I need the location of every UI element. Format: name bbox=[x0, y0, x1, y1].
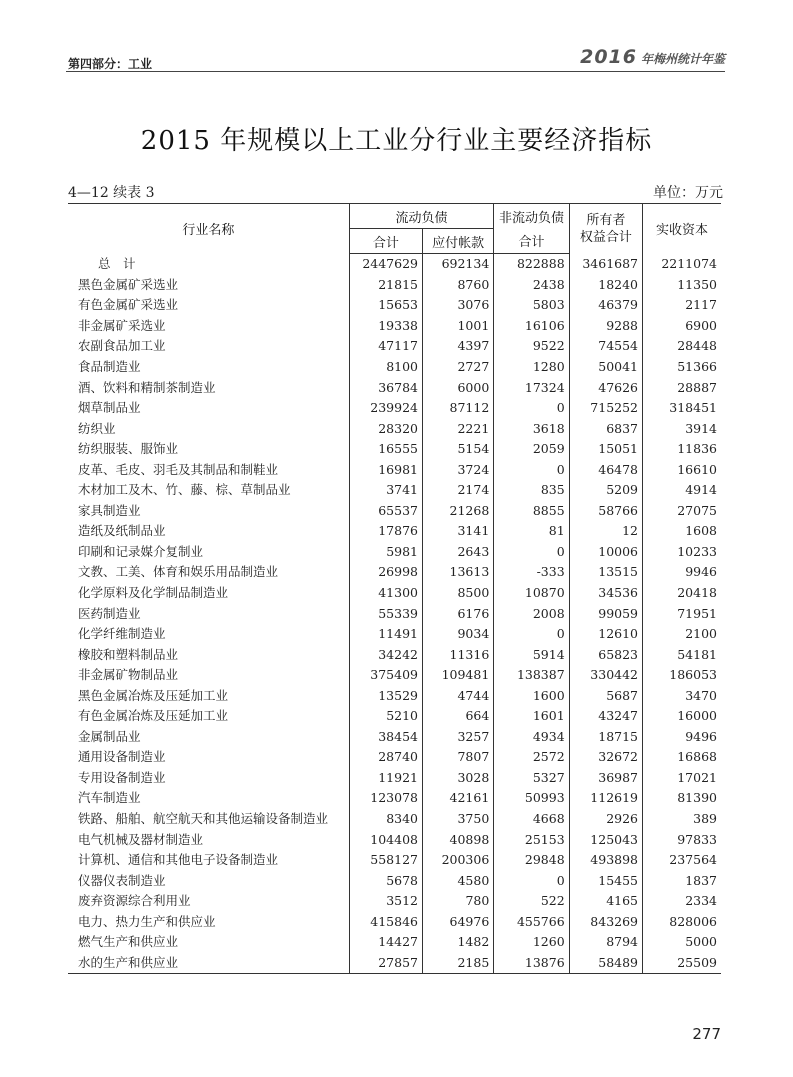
cell-accounts-payable: 8500 bbox=[423, 583, 494, 604]
cell-accounts-payable: 4744 bbox=[423, 685, 494, 706]
cell-noncurrent-total: 138387 bbox=[494, 665, 569, 686]
cell-accounts-payable: 2221 bbox=[423, 418, 494, 439]
cell-paid-in-capital: 4914 bbox=[685, 482, 717, 498]
cell-noncurrent-total: 455766 bbox=[494, 912, 569, 933]
cell-accounts-payable: 1482 bbox=[423, 932, 494, 953]
industry-name: 总 计 bbox=[68, 254, 349, 275]
cell-noncurrent-total: 10870 bbox=[494, 583, 569, 604]
table-row bbox=[68, 316, 721, 337]
table-row bbox=[68, 501, 721, 522]
cell-owners-equity: 18715 bbox=[569, 727, 642, 748]
col-header-current-total: 合计 bbox=[349, 229, 422, 254]
industry-name: 仪器仪表制造业 bbox=[68, 870, 349, 891]
header-divider bbox=[66, 71, 725, 72]
cell-owners-equity: 46478 bbox=[569, 459, 642, 480]
cell-noncurrent-total: 81 bbox=[494, 521, 569, 542]
cell-accounts-payable: 2643 bbox=[423, 542, 494, 563]
table-row bbox=[68, 480, 721, 501]
industry-name: 有色金属矿采选业 bbox=[68, 295, 349, 316]
cell-paid-in-capital: 2117 bbox=[685, 297, 717, 313]
industry-name: 农副食品加工业 bbox=[68, 336, 349, 357]
cell-current-total: 5210 bbox=[349, 706, 422, 727]
table-row bbox=[68, 912, 721, 933]
industry-name: 非金属矿物制品业 bbox=[68, 665, 349, 686]
cell-paid-in-capital: 1837 bbox=[685, 872, 717, 888]
cell-noncurrent-total: 0 bbox=[494, 870, 569, 891]
cell-current-total: 16555 bbox=[349, 439, 422, 460]
cell-owners-equity: 112619 bbox=[569, 788, 642, 809]
cell-current-total: 34242 bbox=[349, 644, 422, 665]
cell-owners-equity: 330442 bbox=[569, 665, 642, 686]
table-row bbox=[68, 706, 721, 727]
industry-name: 电气机械及器材制造业 bbox=[68, 829, 349, 850]
cell-owners-equity: 43247 bbox=[569, 706, 642, 727]
cell-paid-in-capital: 9496 bbox=[685, 728, 717, 744]
col-header-noncurrent-liabilities: 非流动负债 bbox=[494, 204, 569, 229]
industry-name: 通用设备制造业 bbox=[68, 747, 349, 768]
table-row bbox=[68, 562, 721, 583]
industry-name: 酒、饮料和精制茶制造业 bbox=[68, 377, 349, 398]
industry-name: 有色金属冶炼及压延加工业 bbox=[68, 706, 349, 727]
cell-owners-equity: 74554 bbox=[569, 336, 642, 357]
table-row bbox=[68, 336, 721, 357]
cell-paid-in-capital: 25509 bbox=[643, 953, 721, 974]
page-number: 277 bbox=[692, 1025, 721, 1043]
cell-noncurrent-total: 4934 bbox=[494, 727, 569, 748]
cell-current-total: 13529 bbox=[349, 685, 422, 706]
cell-noncurrent-total: 17324 bbox=[494, 377, 569, 398]
table-row bbox=[68, 542, 721, 563]
cell-owners-equity: 3461687 bbox=[569, 254, 642, 275]
col-header-current-liabilities: 流动负债 bbox=[349, 204, 494, 229]
industry-name: 燃气生产和供应业 bbox=[68, 932, 349, 953]
cell-accounts-payable: 692134 bbox=[423, 254, 494, 275]
industry-name: 医药制造业 bbox=[68, 603, 349, 624]
col-header-owners-equity-line1: 所有者 bbox=[586, 212, 626, 228]
cell-owners-equity: 8794 bbox=[569, 932, 642, 953]
table-row bbox=[68, 727, 721, 748]
cell-accounts-payable: 13613 bbox=[423, 562, 494, 583]
cell-noncurrent-total: 5327 bbox=[494, 768, 569, 789]
industry-name: 家具制造业 bbox=[68, 501, 349, 522]
cell-accounts-payable: 11316 bbox=[423, 644, 494, 665]
table-row-total bbox=[68, 254, 721, 275]
cell-paid-in-capital: 51366 bbox=[677, 359, 717, 374]
cell-noncurrent-total: 4668 bbox=[494, 809, 569, 830]
cell-noncurrent-total: 835 bbox=[494, 480, 569, 501]
cell-owners-equity: 2926 bbox=[569, 809, 642, 830]
cell-accounts-payable: 1001 bbox=[423, 316, 494, 337]
table-row bbox=[68, 953, 721, 974]
table-row bbox=[68, 603, 721, 624]
cell-accounts-payable: 3724 bbox=[423, 459, 494, 480]
yearbook-title bbox=[580, 46, 725, 68]
table-row bbox=[68, 624, 721, 645]
cell-paid-in-capital: 237564 bbox=[669, 852, 717, 868]
table-row bbox=[68, 439, 721, 460]
cell-accounts-payable: 5154 bbox=[423, 439, 494, 460]
cell-noncurrent-total: 1600 bbox=[494, 685, 569, 706]
cell-owners-equity: 12 bbox=[569, 521, 642, 542]
cell-owners-equity: 715252 bbox=[569, 398, 642, 419]
cell-accounts-payable: 87112 bbox=[423, 398, 494, 419]
cell-owners-equity: 34536 bbox=[569, 583, 642, 604]
cell-owners-equity: 6837 bbox=[569, 418, 642, 439]
cell-current-total: 41300 bbox=[349, 583, 422, 604]
cell-accounts-payable: 6000 bbox=[423, 377, 494, 398]
cell-noncurrent-total: 822888 bbox=[494, 254, 569, 275]
cell-paid-in-capital: 3470 bbox=[685, 687, 717, 703]
cell-noncurrent-total: 0 bbox=[494, 398, 569, 419]
industry-name: 金属制品业 bbox=[68, 727, 349, 748]
cell-accounts-payable: 780 bbox=[423, 891, 494, 912]
table-row bbox=[68, 583, 721, 604]
cell-owners-equity: 5209 bbox=[569, 480, 642, 501]
cell-current-total: 14427 bbox=[349, 932, 422, 953]
industry-name: 计算机、通信和其他电子设备制造业 bbox=[68, 850, 349, 871]
cell-current-total: 5981 bbox=[349, 542, 422, 563]
industry-name: 橡胶和塑料制品业 bbox=[68, 644, 349, 665]
cell-owners-equity: 10006 bbox=[569, 542, 642, 563]
cell-paid-in-capital: 81390 bbox=[677, 790, 717, 806]
table-body bbox=[68, 254, 721, 974]
cell-accounts-payable: 40898 bbox=[423, 829, 494, 850]
yearbook-name: 年梅州统计年鉴 bbox=[640, 52, 725, 66]
col-header-owners-equity bbox=[569, 204, 642, 254]
cell-current-total: 2447629 bbox=[349, 254, 422, 275]
cell-owners-equity: 4165 bbox=[569, 891, 642, 912]
table-row bbox=[68, 665, 721, 686]
cell-paid-in-capital: 16610 bbox=[677, 461, 717, 477]
table-number: 4—12 续表 3 bbox=[68, 185, 155, 201]
cell-owners-equity: 18240 bbox=[569, 275, 642, 296]
cell-owners-equity: 99059 bbox=[569, 603, 642, 624]
industry-name: 废弃资源综合利用业 bbox=[68, 891, 349, 912]
cell-current-total: 65537 bbox=[349, 501, 422, 522]
cell-paid-in-capital: 16868 bbox=[677, 749, 717, 765]
cell-owners-equity: 15051 bbox=[569, 439, 642, 460]
cell-accounts-payable: 9034 bbox=[423, 624, 494, 645]
table-row bbox=[68, 891, 721, 912]
cell-noncurrent-total: 5914 bbox=[494, 644, 569, 665]
cell-accounts-payable: 200306 bbox=[423, 850, 494, 871]
cell-current-total: 8340 bbox=[349, 809, 422, 830]
cell-owners-equity: 47626 bbox=[569, 377, 642, 398]
cell-current-total: 3512 bbox=[349, 891, 422, 912]
table-row bbox=[68, 829, 721, 850]
cell-owners-equity: 125043 bbox=[569, 829, 642, 850]
industry-name: 电力、热力生产和供应业 bbox=[68, 912, 349, 933]
cell-noncurrent-total: 1601 bbox=[494, 706, 569, 727]
cell-accounts-payable: 2185 bbox=[423, 953, 494, 974]
cell-owners-equity: 843269 bbox=[569, 912, 642, 933]
industry-name: 化学纤维制造业 bbox=[68, 624, 349, 645]
cell-paid-in-capital: 9946 bbox=[685, 564, 717, 580]
cell-noncurrent-total: 2008 bbox=[494, 603, 569, 624]
cell-current-total: 123078 bbox=[349, 788, 422, 809]
indicator-table bbox=[68, 203, 721, 974]
cell-paid-in-capital: 1608 bbox=[685, 523, 717, 539]
cell-current-total: 3741 bbox=[349, 480, 422, 501]
cell-paid-in-capital: 5000 bbox=[685, 934, 717, 950]
cell-accounts-payable: 3076 bbox=[423, 295, 494, 316]
table-row bbox=[68, 644, 721, 665]
cell-noncurrent-total: 25153 bbox=[494, 829, 569, 850]
cell-paid-in-capital: 318451 bbox=[669, 400, 717, 416]
cell-owners-equity: 36987 bbox=[569, 768, 642, 789]
cell-accounts-payable: 4580 bbox=[423, 870, 494, 891]
cell-paid-in-capital: 71951 bbox=[677, 605, 717, 621]
cell-paid-in-capital: 6900 bbox=[685, 317, 717, 333]
table-row bbox=[68, 809, 721, 830]
cell-paid-in-capital: 28448 bbox=[677, 338, 717, 354]
table-row bbox=[68, 459, 721, 480]
cell-paid-in-capital: 54181 bbox=[677, 646, 717, 662]
table-row bbox=[68, 685, 721, 706]
table-row bbox=[68, 295, 721, 316]
table-row bbox=[68, 870, 721, 891]
cell-accounts-payable: 64976 bbox=[423, 912, 494, 933]
table-row bbox=[68, 768, 721, 789]
cell-paid-in-capital: 10233 bbox=[677, 543, 717, 559]
industry-name: 纺织服装、服饰业 bbox=[68, 439, 349, 460]
industry-name: 文教、工美、体育和娱乐用品制造业 bbox=[68, 562, 349, 583]
cell-accounts-payable: 21268 bbox=[423, 501, 494, 522]
cell-paid-in-capital: 16000 bbox=[677, 708, 717, 724]
cell-current-total: 415846 bbox=[349, 912, 422, 933]
cell-current-total: 15653 bbox=[349, 295, 422, 316]
cell-accounts-payable: 8760 bbox=[423, 275, 494, 296]
cell-paid-in-capital: 97833 bbox=[677, 831, 717, 847]
industry-name: 黑色金属冶炼及压延加工业 bbox=[68, 685, 349, 706]
cell-paid-in-capital: 3914 bbox=[685, 420, 717, 436]
industry-name: 黑色金属矿采选业 bbox=[68, 275, 349, 296]
cell-noncurrent-total: 29848 bbox=[494, 850, 569, 871]
industry-name: 铁路、船舶、航空航天和其他运输设备制造业 bbox=[68, 809, 349, 830]
cell-current-total: 11491 bbox=[349, 624, 422, 645]
cell-accounts-payable: 4397 bbox=[423, 336, 494, 357]
cell-noncurrent-total: 1280 bbox=[494, 357, 569, 378]
cell-owners-equity: 15455 bbox=[569, 870, 642, 891]
cell-paid-in-capital: 389 bbox=[693, 811, 717, 827]
cell-accounts-payable: 3257 bbox=[423, 727, 494, 748]
cell-accounts-payable: 7807 bbox=[423, 747, 494, 768]
col-header-noncurrent-total: 合计 bbox=[494, 229, 569, 254]
cell-owners-equity: 46379 bbox=[569, 295, 642, 316]
cell-paid-in-capital: 27075 bbox=[677, 502, 717, 518]
cell-noncurrent-total: 2059 bbox=[494, 439, 569, 460]
table-row bbox=[68, 747, 721, 768]
cell-paid-in-capital: 2211074 bbox=[661, 256, 717, 272]
cell-accounts-payable: 109481 bbox=[423, 665, 494, 686]
cell-owners-equity: 9288 bbox=[569, 316, 642, 337]
cell-current-total: 26998 bbox=[349, 562, 422, 583]
cell-noncurrent-total: 5803 bbox=[494, 295, 569, 316]
cell-current-total: 38454 bbox=[349, 727, 422, 748]
industry-name: 非金属矿采选业 bbox=[68, 316, 349, 337]
cell-paid-in-capital: 20418 bbox=[677, 585, 717, 601]
table-row bbox=[68, 418, 721, 439]
table-row bbox=[68, 357, 721, 378]
cell-accounts-payable: 2174 bbox=[423, 480, 494, 501]
unit-label: 单位：万元 bbox=[653, 185, 723, 201]
table-row bbox=[68, 850, 721, 871]
cell-owners-equity: 5687 bbox=[569, 685, 642, 706]
col-header-accounts-payable: 应付帐款 bbox=[423, 229, 494, 254]
cell-owners-equity: 50041 bbox=[569, 357, 642, 378]
table-row bbox=[68, 275, 721, 296]
cell-noncurrent-total: -333 bbox=[494, 562, 569, 583]
cell-owners-equity: 58766 bbox=[569, 501, 642, 522]
cell-owners-equity: 65823 bbox=[569, 644, 642, 665]
cell-paid-in-capital: 17021 bbox=[677, 769, 717, 785]
cell-current-total: 19338 bbox=[349, 316, 422, 337]
yearbook-year: 2016 bbox=[580, 46, 637, 68]
cell-current-total: 239924 bbox=[349, 398, 422, 419]
cell-current-total: 21815 bbox=[349, 275, 422, 296]
cell-noncurrent-total: 50993 bbox=[494, 788, 569, 809]
cell-current-total: 558127 bbox=[349, 850, 422, 871]
col-header-industry: 行业名称 bbox=[68, 204, 349, 254]
cell-accounts-payable: 3028 bbox=[423, 768, 494, 789]
industry-name: 印刷和记录媒介复制业 bbox=[68, 542, 349, 563]
section-label: 第四部分：工业 bbox=[68, 57, 153, 71]
cell-current-total: 55339 bbox=[349, 603, 422, 624]
industry-name: 木材加工及木、竹、藤、棕、草制品业 bbox=[68, 480, 349, 501]
cell-paid-in-capital: 2100 bbox=[685, 626, 717, 642]
cell-owners-equity: 493898 bbox=[569, 850, 642, 871]
cell-accounts-payable: 6176 bbox=[423, 603, 494, 624]
cell-owners-equity: 32672 bbox=[569, 747, 642, 768]
cell-current-total: 5678 bbox=[349, 870, 422, 891]
cell-current-total: 36784 bbox=[349, 377, 422, 398]
industry-name: 化学原料及化学制品制造业 bbox=[68, 583, 349, 604]
cell-noncurrent-total: 0 bbox=[494, 459, 569, 480]
industry-name: 造纸及纸制品业 bbox=[68, 521, 349, 542]
cell-current-total: 28320 bbox=[349, 418, 422, 439]
cell-accounts-payable: 3750 bbox=[423, 809, 494, 830]
page-title: 2015 年规模以上工业分行业主要经济指标 bbox=[140, 126, 653, 156]
industry-name: 水的生产和供应业 bbox=[68, 953, 349, 974]
table-row bbox=[68, 788, 721, 809]
cell-noncurrent-total: 0 bbox=[494, 624, 569, 645]
cell-accounts-payable: 42161 bbox=[423, 788, 494, 809]
col-header-paid-in-capital: 实收资本 bbox=[656, 223, 709, 239]
cell-current-total: 375409 bbox=[349, 665, 422, 686]
cell-accounts-payable: 664 bbox=[423, 706, 494, 727]
cell-noncurrent-total: 1260 bbox=[494, 932, 569, 953]
cell-paid-in-capital: 186053 bbox=[669, 667, 717, 683]
industry-name: 食品制造业 bbox=[68, 357, 349, 378]
industry-name: 烟草制品业 bbox=[68, 398, 349, 419]
col-header-owners-equity-line2: 权益合计 bbox=[579, 229, 632, 245]
cell-current-total: 17876 bbox=[349, 521, 422, 542]
cell-current-total: 47117 bbox=[349, 336, 422, 357]
cell-current-total: 11921 bbox=[349, 768, 422, 789]
industry-name: 皮革、毛皮、羽毛及其制品和制鞋业 bbox=[68, 459, 349, 480]
cell-noncurrent-total: 9522 bbox=[494, 336, 569, 357]
industry-name: 专用设备制造业 bbox=[68, 768, 349, 789]
cell-noncurrent-total: 2438 bbox=[494, 275, 569, 296]
cell-paid-in-capital: 28887 bbox=[677, 379, 717, 395]
cell-paid-in-capital: 11836 bbox=[677, 441, 717, 457]
table-row bbox=[68, 521, 721, 542]
industry-name: 汽车制造业 bbox=[68, 788, 349, 809]
cell-noncurrent-total: 3618 bbox=[494, 418, 569, 439]
cell-current-total: 27857 bbox=[349, 953, 422, 974]
cell-accounts-payable: 2727 bbox=[423, 357, 494, 378]
table-row bbox=[68, 932, 721, 953]
cell-noncurrent-total: 16106 bbox=[494, 316, 569, 337]
cell-noncurrent-total: 8855 bbox=[494, 501, 569, 522]
cell-noncurrent-total: 0 bbox=[494, 542, 569, 563]
cell-noncurrent-total: 2572 bbox=[494, 747, 569, 768]
cell-owners-equity: 12610 bbox=[569, 624, 642, 645]
industry-name: 纺织业 bbox=[68, 418, 349, 439]
cell-current-total: 8100 bbox=[349, 357, 422, 378]
cell-current-total: 104408 bbox=[349, 829, 422, 850]
cell-paid-in-capital: 2334 bbox=[685, 893, 717, 909]
cell-paid-in-capital: 11350 bbox=[677, 276, 717, 292]
cell-current-total: 28740 bbox=[349, 747, 422, 768]
cell-current-total: 16981 bbox=[349, 459, 422, 480]
table-row bbox=[68, 377, 721, 398]
cell-owners-equity: 13515 bbox=[569, 562, 642, 583]
cell-noncurrent-total: 522 bbox=[494, 891, 569, 912]
table-row bbox=[68, 398, 721, 419]
cell-accounts-payable: 3141 bbox=[423, 521, 494, 542]
cell-paid-in-capital: 828006 bbox=[669, 913, 717, 929]
cell-owners-equity: 58489 bbox=[569, 953, 642, 974]
cell-noncurrent-total: 13876 bbox=[494, 953, 569, 974]
